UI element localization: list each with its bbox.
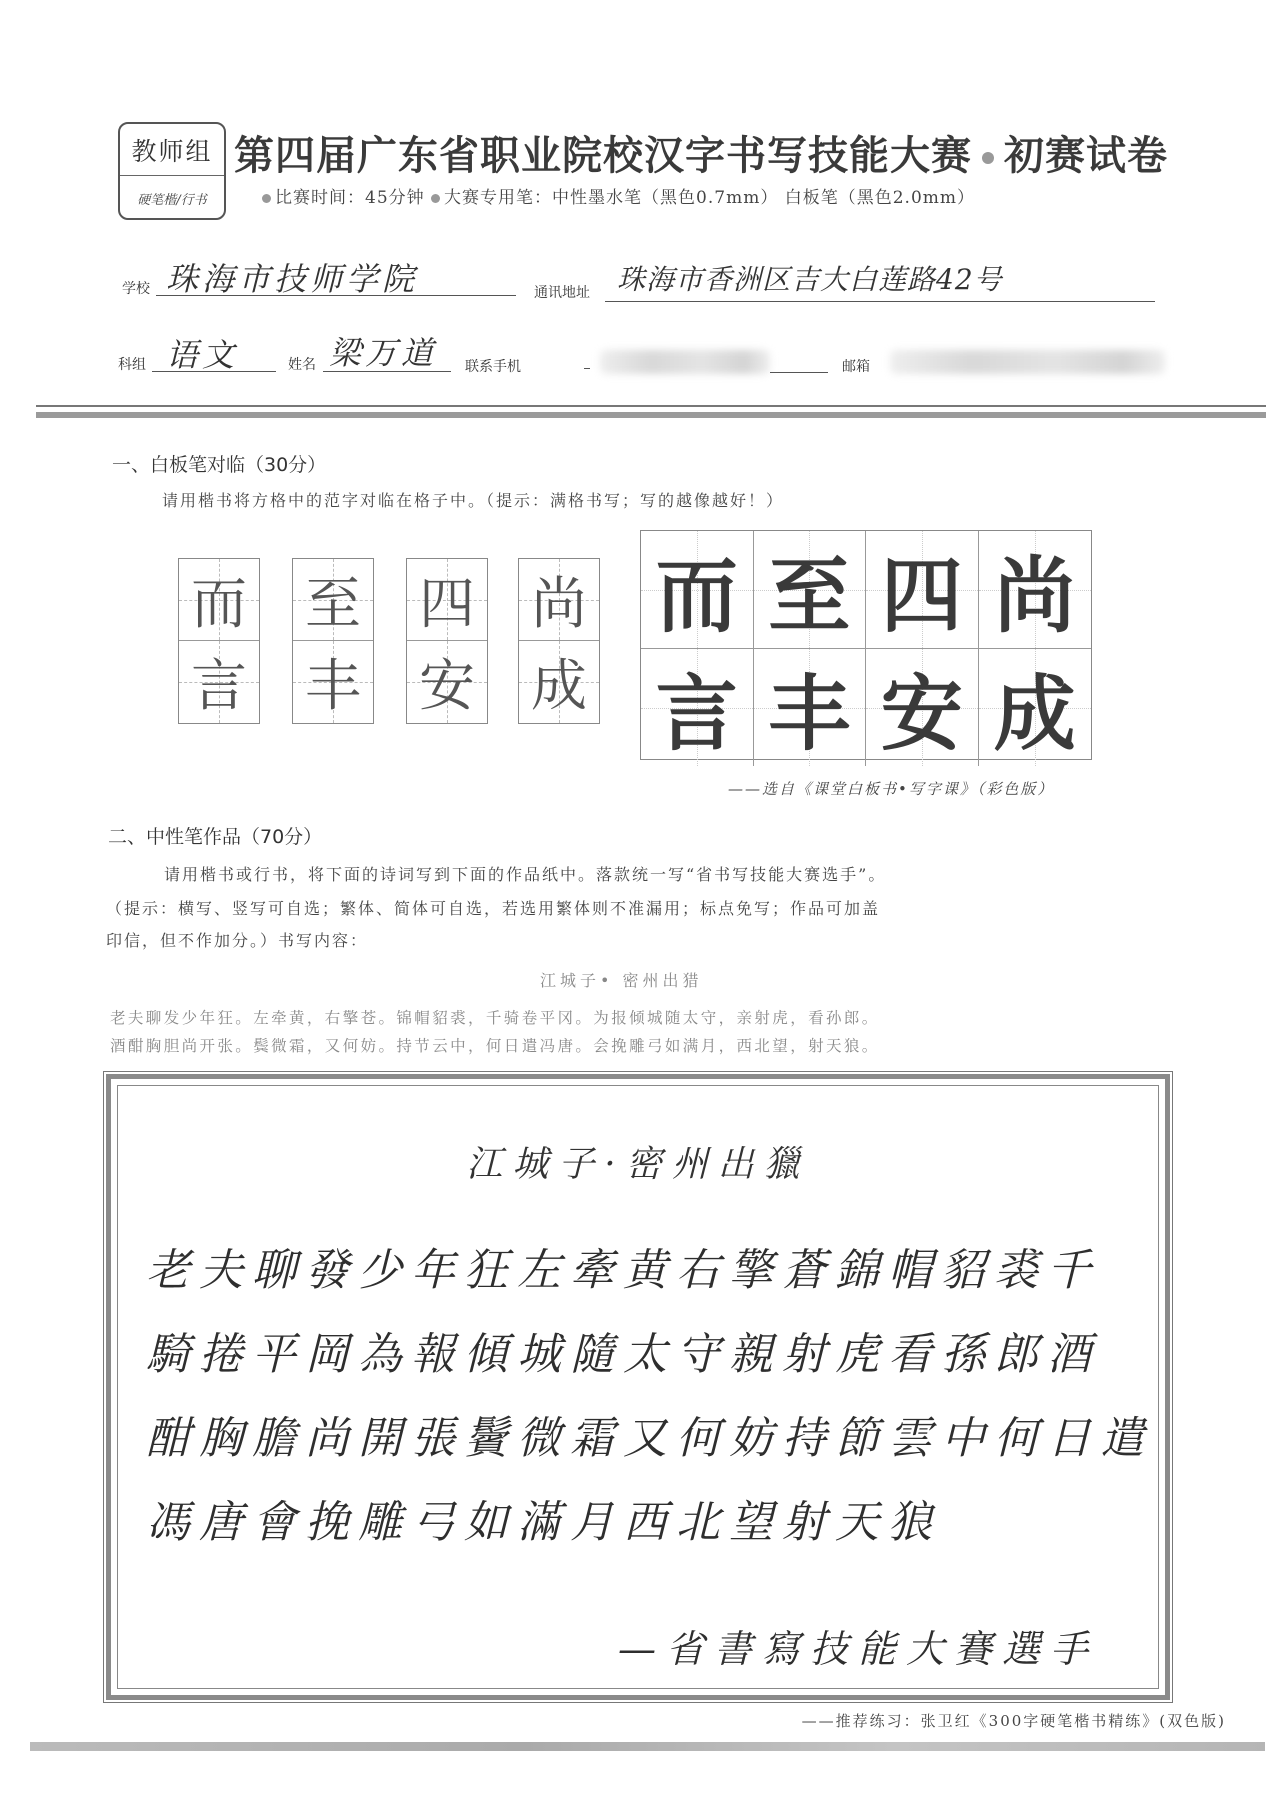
section1-instruction: 请用楷书将方格中的范字对临在格子中。（提示：满格书写；写的越像越好！） <box>162 491 785 510</box>
sample-cell <box>866 531 979 649</box>
exam-title-main: 第四届广东省职业院校汉字书写技能大赛 <box>234 133 972 179</box>
practice-grid-2 <box>292 558 374 724</box>
practice-cell[interactable] <box>519 641 599 723</box>
work-signature: —省書寫技能大賽選手 <box>617 1627 1098 1671</box>
practice-char: 成 <box>531 654 587 719</box>
school-value: 珠海市技师学院 <box>166 260 419 298</box>
bullet-icon <box>431 194 440 203</box>
practice-cell[interactable] <box>293 559 373 641</box>
badge-category-label: 硬笔楷/行书 <box>137 192 207 208</box>
school-field[interactable] <box>156 256 516 296</box>
practice-char: 四 <box>419 571 475 637</box>
dot-separator-icon <box>982 152 994 164</box>
subject-field[interactable] <box>152 332 276 372</box>
work-line-1: 老夫聊發少年狂左牽黄右擎蒼錦帽貂裘千 <box>146 1245 1100 1296</box>
practice-char: 安 <box>419 654 475 719</box>
sample-cell <box>979 649 1092 766</box>
subject-label: 科组 <box>118 357 146 373</box>
badge-group-label: 教师组 <box>120 124 224 176</box>
footer-bar <box>30 1742 1265 1751</box>
practice-grid-4 <box>518 558 600 724</box>
sample-char: 言 <box>655 666 738 762</box>
work-paper <box>117 1085 1159 1689</box>
sample-character-grid <box>640 530 1092 760</box>
section1-heading: 一、白板笔对临（30分） <box>112 454 327 476</box>
name-label: 姓名 <box>288 357 316 373</box>
address-value: 珠海市香洲区吉大白莲路42号 <box>617 263 1003 296</box>
sample-char: 丰 <box>768 666 851 762</box>
email-redacted <box>890 350 1165 374</box>
practice-cell[interactable] <box>179 641 259 723</box>
name-field[interactable] <box>323 332 451 372</box>
section2-instruction-line-2: （提示：横写、竖写可自选；繁体、简体可自选，若选用繁体则不准漏用；标点免写；作品可加盖 <box>106 899 881 918</box>
work-paper-frame[interactable] <box>106 1074 1170 1700</box>
practice-cell[interactable] <box>293 641 373 723</box>
practice-char: 尚 <box>531 571 587 637</box>
poem-reference-title: 江城子• 密州出猎 <box>540 971 703 990</box>
subject-value: 语文 <box>166 336 239 374</box>
practice-cell[interactable] <box>407 559 487 641</box>
email-label: 邮箱 <box>842 359 870 375</box>
header-divider-thick <box>36 412 1266 418</box>
sample-char: 尚 <box>993 548 1076 644</box>
exam-title <box>234 124 1168 181</box>
group-badge <box>118 122 226 220</box>
sample-cell <box>641 531 754 649</box>
sample-cell <box>641 649 754 766</box>
work-line-4: 馮唐會挽雕弓如滿月西北望射天狼 <box>146 1497 941 1548</box>
section2-instruction-line-3: 印信，但不作加分。）书写内容： <box>106 931 369 950</box>
header-divider <box>36 405 1266 407</box>
address-field[interactable] <box>605 262 1155 302</box>
sample-cell <box>866 649 979 766</box>
sample-cell <box>979 531 1092 649</box>
sample-source: ——选自《课堂白板书•写字课》（彩色版） <box>728 780 1055 798</box>
work-line-2: 騎捲平岡為報傾城隨太守親射虎看孫郎酒 <box>146 1329 1100 1380</box>
practice-cell[interactable] <box>519 559 599 641</box>
address-label: 通讯地址 <box>534 285 590 301</box>
poem-reference-line-2: 酒酣胸胆尚开张。鬓微霜，又何妨。持节云中，何日遣冯唐。会挽雕弓如满月，西北望，射天狼。 <box>110 1037 880 1055</box>
section2-instruction-line-1: 请用楷书或行书，将下面的诗词写到下面的作品纸中。落款统一写“省书写技能大赛选手”。 <box>164 865 887 884</box>
exam-pens: 大赛专用笔：中性墨水笔（黑色0.7mm） 白板笔（黑色2.0mm） <box>444 188 976 208</box>
exam-subtitle <box>262 183 975 208</box>
sample-cell <box>754 531 867 649</box>
phone-field[interactable] <box>770 372 828 373</box>
poem-reference-line-1: 老夫聊发少年狂。左牵黄，右擎苍。锦帽貂裘，千骑卷平冈。为报倾城随太守，亲射虎，看孙郎。 <box>110 1009 880 1027</box>
practice-grid-3 <box>406 558 488 724</box>
sample-char: 成 <box>993 666 1076 762</box>
practice-cell[interactable] <box>179 559 259 641</box>
sample-char: 而 <box>655 548 738 644</box>
sample-char: 至 <box>768 548 851 644</box>
recommended-practice: ——推荐练习：张卫红《300字硬笔楷书精练》(双色版) <box>801 1712 1226 1730</box>
exam-time: 比赛时间：45分钟 <box>275 188 425 208</box>
sample-char: 四 <box>880 548 963 644</box>
practice-grid-1 <box>178 558 260 724</box>
phone-label: 联系手机 <box>465 359 521 375</box>
bullet-icon <box>262 194 271 203</box>
practice-char: 言 <box>191 654 247 719</box>
practice-char: 而 <box>191 571 247 637</box>
work-line-3: 酣胸膽尚開張鬢微霜又何妨持節雲中何日遣 <box>146 1413 1153 1464</box>
practice-cell[interactable] <box>407 641 487 723</box>
section2-heading: 二、中性笔作品（70分） <box>108 826 323 848</box>
school-label: 学校 <box>122 281 150 297</box>
sample-cell <box>754 649 867 766</box>
practice-char: 丰 <box>305 654 361 719</box>
phone-line-start <box>584 368 590 369</box>
name-value: 梁万道 <box>329 334 438 372</box>
sample-char: 安 <box>880 666 963 762</box>
practice-char: 至 <box>305 571 361 637</box>
phone-redacted <box>600 350 770 374</box>
work-title: 江城子·密州出獵 <box>466 1144 810 1185</box>
exam-title-suffix: 初赛试卷 <box>1004 133 1168 179</box>
